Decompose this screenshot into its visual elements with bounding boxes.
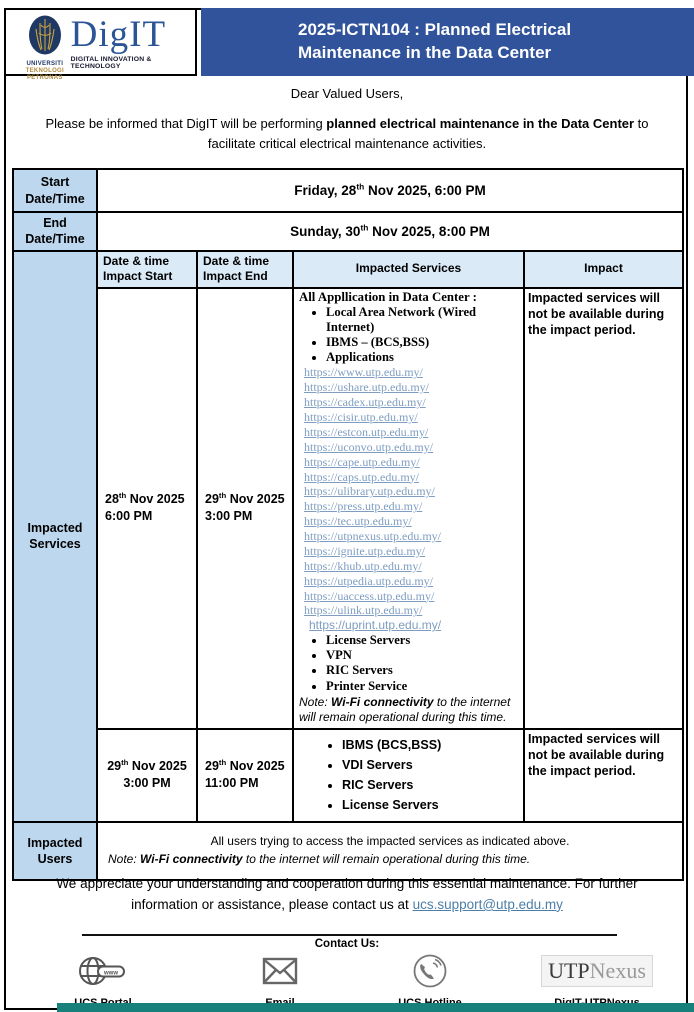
impacted-users-label: Impacted Users: [13, 822, 97, 880]
wifi-note-users: Note: Wi-Fi connectivity to the internet will remain operational during this time.: [108, 851, 531, 866]
impacted-url-link[interactable]: https://press.utp.edu.my/: [304, 499, 423, 514]
digit-logo-box: [4, 8, 197, 81]
service-bullet: • IBMS (BCS,BSS): [342, 735, 523, 755]
impacted-url-link[interactable]: https://www.utp.edu.my/: [304, 365, 423, 380]
impacted-url-link[interactable]: https://uaccess.utp.edu.my/: [304, 588, 435, 603]
impacted-url-link[interactable]: https://ushare.utp.edu.my/: [304, 380, 429, 395]
services-bullets-bottom: [299, 633, 519, 693]
contact-item-email[interactable]: [205, 952, 355, 1009]
row1-impact-start: 28th Nov 2025 6:00 PM: [97, 288, 197, 729]
service-bullet: • License Servers: [342, 795, 523, 815]
closing-paragraph: We appreciate your understanding and cooperation during this essential maintenance. For further information or assistance, please contact us at ucs.support@utp.edu.my: [56, 876, 638, 912]
end-datetime-value: Sunday, 30th Nov 2025, 8:00 PM: [97, 212, 683, 251]
service-bullet: • License Servers: [326, 633, 519, 648]
impacted-url-link[interactable]: https://cadex.utp.edu.my/: [304, 395, 426, 410]
impacted-url-link[interactable]: https://estcon.utp.edu.my/: [304, 424, 429, 439]
contact-item-utpnexus[interactable]: [522, 952, 672, 1009]
row2-impacted-services-cell: [293, 729, 524, 822]
row2-impact-start: 29th Nov 2025 3:00 PM: [97, 729, 197, 822]
university-name: UNIVERSITI TEKNOLOGI PETRONAS: [25, 61, 64, 81]
utpnexus-logo: UTPNexus: [541, 955, 653, 987]
impacted-url-link[interactable]: https://cape.utp.edu.my/: [304, 454, 420, 469]
table-row: [13, 729, 683, 822]
impacted-url-uprint: [299, 618, 519, 633]
intro-paragraph: Please be informed that DigIT will be performing planned electrical maintenance in the Data Center to facilitate critical electrical maintenance activities.: [45, 116, 649, 151]
impacted-users-cell: [97, 822, 683, 880]
impacted-url-link[interactable]: https://ignite.utp.edu.my/: [304, 543, 425, 558]
start-datetime-value: Friday, 28th Nov 2025, 6:00 PM: [97, 169, 683, 212]
contact-item-ucs-hotline[interactable]: [355, 952, 505, 1009]
digit-subtitle: DIGITAL INNOVATION & TECHNOLOGY: [70, 56, 152, 70]
table-row: [13, 169, 683, 212]
impacted-url-link[interactable]: https://caps.utp.edu.my/: [304, 469, 419, 484]
header-banner: [201, 8, 694, 76]
service-bullet: • Printer Service: [326, 679, 519, 694]
services-heading: All Appllication in Data Center :: [299, 289, 477, 304]
svg-text:www: www: [103, 970, 119, 977]
contact-divider: [82, 934, 617, 936]
support-email-link[interactable]: ucs.support@utp.edu.my: [412, 896, 563, 912]
table-row: [13, 822, 683, 880]
impacted-users-text: All users trying to access the impacted services as indicated above.: [210, 834, 570, 849]
page-title: 2025-ICTN104 : Planned Electrical Maintenance in the Data Center: [298, 20, 572, 62]
impacted-url-list: [299, 365, 519, 618]
impacted-url-link[interactable]: https://cisir.utp.edu.my/: [304, 410, 418, 425]
globe-www-icon: [28, 952, 178, 990]
impacted-url-link[interactable]: https://utpedia.utp.edu.my/: [304, 573, 433, 588]
impacted-url-link[interactable]: https://uprint.utp.edu.my/: [309, 618, 442, 633]
services-bullets-top: [299, 305, 519, 365]
start-datetime-label: Start Date/Time: [13, 169, 97, 212]
row2-impact-cell: Impacted services will not be available during the impact period.: [524, 729, 683, 822]
table-row: [13, 212, 683, 251]
service-bullet: • RIC Servers: [342, 775, 523, 795]
row1-impact-end: 29th Nov 2025 3:00 PM: [197, 288, 293, 729]
envelope-icon: [205, 952, 355, 990]
wifi-note-row1: Note: Wi-Fi connectivity to the internet will remain operational during this time.: [299, 694, 511, 725]
service-bullet: • Applications: [326, 350, 519, 365]
impacted-url-link[interactable]: https://ulink.utp.edu.my/: [304, 603, 423, 618]
contact-item-ucs-portal[interactable]: [28, 952, 178, 1009]
col-header-impact-end: Date & time Impact End: [197, 251, 293, 288]
row2-service-bullets: [304, 735, 523, 816]
service-bullet: • RIC Servers: [326, 663, 519, 678]
maintenance-table: [12, 168, 684, 881]
service-bullet: • VDI Servers: [342, 755, 523, 775]
end-datetime-label: End Date/Time: [13, 212, 97, 251]
row1-impacted-services-cell: [293, 288, 524, 729]
service-bullet: • IBMS – (BCS,BSS): [326, 335, 519, 350]
digit-wordmark: DigIT: [70, 14, 167, 55]
table-row: [13, 251, 683, 288]
impacted-url-link[interactable]: https://tec.utp.edu.my/: [304, 514, 412, 529]
contact-us-heading: Contact Us:: [314, 938, 380, 950]
col-header-impact: Impact: [524, 251, 683, 288]
row2-impact-end: 29th Nov 2025 11:00 PM: [197, 729, 293, 822]
impacted-url-link[interactable]: https://ulibrary.utp.edu.my/: [304, 484, 435, 499]
service-bullet: • Local Area Network (Wired Internet): [326, 305, 519, 335]
col-header-impacted-services: Impacted Services: [293, 251, 524, 288]
row1-impact-cell: Impacted services will not be available during the impact period.: [524, 288, 683, 729]
greeting-text: Dear Valued Users,: [290, 86, 404, 101]
impacted-url-link[interactable]: https://utpnexus.utp.edu.my/: [304, 529, 441, 544]
phone-icon: [355, 952, 505, 990]
impacted-url-link[interactable]: https://khub.utp.edu.my/: [304, 558, 422, 573]
utp-emblem-icon: [28, 42, 62, 59]
table-row: [13, 288, 683, 729]
impacted-services-label: Impacted Services: [13, 251, 97, 822]
col-header-impact-start: Date & time Impact Start: [97, 251, 197, 288]
impacted-url-link[interactable]: https://uconvo.utp.edu.my/: [304, 439, 433, 454]
bottom-accent-bar: [57, 1003, 694, 1012]
service-bullet: • VPN: [326, 648, 519, 663]
